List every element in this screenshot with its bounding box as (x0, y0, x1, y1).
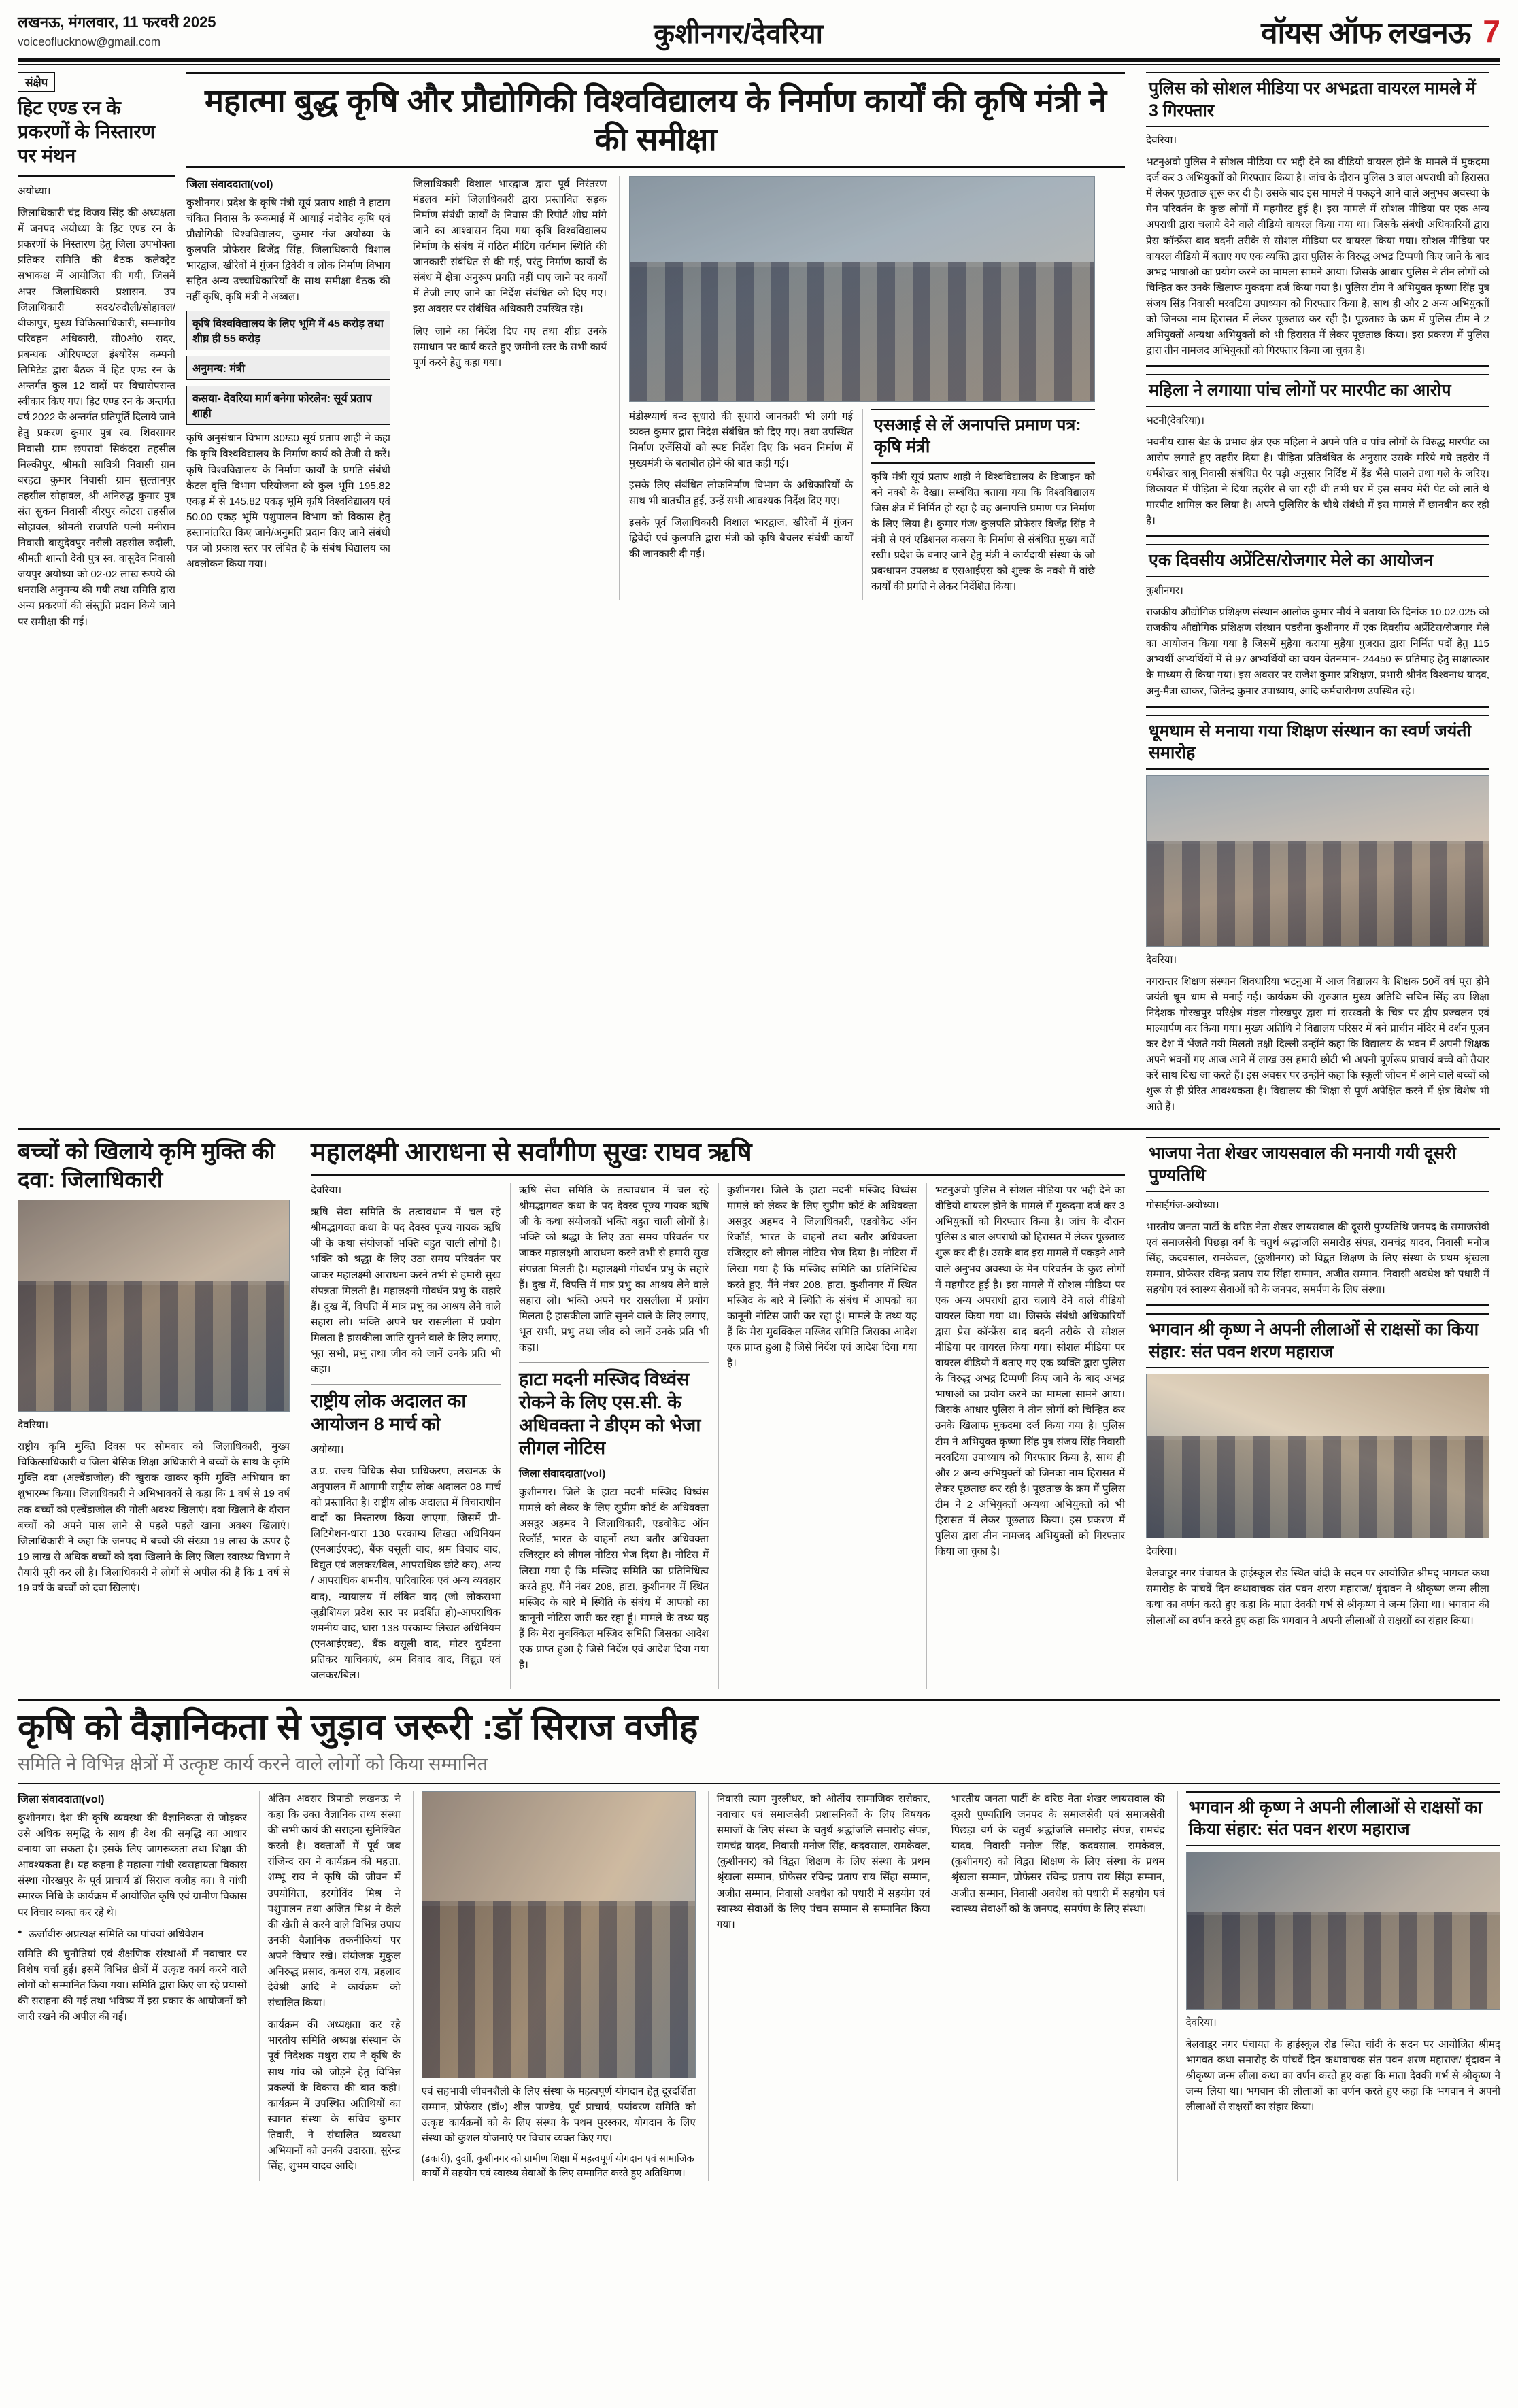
right-column (1136, 72, 1489, 1121)
mid-center-col-2 (510, 1183, 709, 1689)
krishna-dateline: देवरिया। (1146, 1546, 1177, 1558)
divider (1146, 706, 1489, 708)
main-byline: जिला संवाददाता(vol) (186, 178, 273, 190)
masthead-rule-thin (18, 64, 1500, 65)
banner-right-dateline: देवरिया। (1185, 2016, 1217, 2029)
photo-people (1147, 841, 1489, 946)
subbox-text: कृषि मंत्री सूर्य प्रताप शाही ने विश्वविद्यालय के डिजाइन को बने नक्शे के देखा। सम्बंधित बताया गया कि विश्वविद्यालय जिस क्षेत्र में निर्मित हो रहा है वह अनापत्ति प्रमाण पत्र निर्माण के लिए लिया है। कुमार गंज/ कुलपति प्रोफेसर बिजेंद्र सिंह ने मंत्री से एवं एडिशनल कसया के निर्माण से संबंधित मुख्य बातें रखी। प्रदेश के बनाए जाने हेतु मंत्री ने कार्यदायी संस्था के जो प्रबन्धापन उपलब्ध व एसआईएस को शुल्क के नक्शे में वांछे कार्यों की प्रगति ने लेकर निर्देशित किया। (871, 471, 1095, 593)
right-top-dateline: देवरिया। (1146, 135, 1177, 146)
banner-right-photo (1186, 1852, 1500, 2010)
right-mid-dateline: भटनी(देवरिया)। (1146, 414, 1204, 426)
divider (1146, 535, 1489, 537)
main-col3-p2: इसके लिए संबंधित लोकनिर्माण विभाग के अधिकारियों के साथ भी बातचीत हुई, उन्हें सभी आवश्यक निर्देश दिए गए। (629, 479, 853, 507)
mid-right-column (1136, 1137, 1489, 1690)
photo-people (630, 262, 1094, 401)
main-article-photo (629, 176, 1095, 402)
banner-col-1 (18, 1791, 247, 2181)
right-mid2-dateline: कुशीनगर। (1146, 584, 1183, 596)
mid-left-headline: बच्चों को खिलाये कृमि मुक्ति की दवा: जिलाधिकारी (18, 1138, 275, 1192)
krishna-text: बेलवाडूर नगर पंचायत के हाईस्कूल रोड स्थित चांदी के सदन पर आयोजित श्रीमद् भागवत कथा समारोह के पांचवें दिन कथावाचक संत पवन शरण महाराज/ वृंदावन ने श्रीकृष्ण जन्म लीला कथा का वर्णन करते हुए कहा कि माता देवकी गर्भ से श्रीकृष्ण ने जन्म लिया था। भगवान की लीलाओं का वर्णन करते हुए कहा कि भगवान ने अपनी लीलाओं से राक्षसों का संहार किया। (1146, 1567, 1489, 1627)
subbox-headline: एसआई से लें अनापत्ति प्रमाण पत्र: कृषि मंत्री (871, 409, 1095, 464)
photo-sky (422, 1792, 695, 1906)
section-divider (18, 1128, 1500, 1130)
mid-center-block (301, 1137, 1125, 1690)
masthead (18, 0, 1500, 56)
lok-adalat-headline: राष्ट्रीय लोक अदालत का आयोजन 8 मार्च को (311, 1391, 467, 1434)
mid-center-col-1 (311, 1183, 501, 1689)
right-bottom-photo (1146, 775, 1489, 947)
masjid-headline: हाटा मदनी मस्जिद विध्वंस रोकने के लिए एस.सी. के अधिवक्ता ने डीएम को भेजा लीगल नोटिस (519, 1369, 701, 1459)
right-bottom-text: नगरान्तर शिक्षण संस्थान शिवधारिया भटनुआ में आज विद्यालय के शिक्षक 50वें वर्ष पूरा होने जयंती धूम धाम से मनाई गई। कार्यक्रम की शुरुआत मुख्य अतिथि सचिन सिंह उप शिक्षा निदेशक गोरखपुर परिक्षेत्र मंडल गोरखपुर द्वारा मां सरस्वती के चित्र पर द्वीप प्रज्वलन एवं माल्यार्पण कर किया गया। मुख्य अतिथि ने विद्यालय परिसर में बने प्राचीन मंदिर में दर्शन पूजन कर देश में भेंजते गयी मिलती तक्षी दिल्ली उन्होंने कहा कि विद्यालय के भवन में अपनी शिक्षक अपने भवनों गए आज आने में लाख उस हमारी छोटी भी अपनी पूर्णरूप प्राचार्य बच्चे को तैयार करें साथ दिख जा करते हैं। इस अवसर पर उन्होंने कहा कि स्कूली जीवन में आने वाले बच्चों को शुरू से ही प्रेरित आवश्यकता है। विद्यालय की शिक्षा से पूर्ण अपेक्षित करने में क्षेत्र विशेष भी आते हैं। (1146, 975, 1489, 1113)
mid-center-col-3 (718, 1183, 917, 1689)
main-headline: महात्मा बुद्ध कृषि और प्रौद्योगिकी विश्वविद्यालय के निर्माण कार्यों की कृषि मंत्री ने की समीक्षा (186, 72, 1125, 168)
brief-dateline: अयोध्या। (18, 186, 51, 197)
photo-sky (1147, 1374, 1489, 1440)
right-mid2-headline: एक दिवसीय अप्रेंटिस/रोजगार मेले का आयोजन (1146, 544, 1489, 577)
brief-kicker: संक्षेप (18, 72, 55, 92)
banner-col-4 (708, 1791, 930, 2181)
banner-headline: कृषि को वैज्ञानिकता से जुड़ाव जरूरी :डॉ सिराज वजीह (18, 1708, 698, 1748)
krishna-photo (1146, 1374, 1489, 1538)
mid-center-col-4 (926, 1183, 1125, 1689)
top-section (18, 72, 1500, 1121)
main-col3-p3: इसके पूर्व जिलाधिकारी विशाल भारद्वाज, खीरेवों में गुंजन द्विवेदी एवं कुलपति द्वारा मंत्री को कृषि बैचलर संबंधी कार्यों की जानकारी दी गई। (629, 517, 853, 560)
photo-people (1147, 1436, 1489, 1538)
fact-1: कृषि विश्वविद्यालय के लिए भूमि में 45 करोड़ तथा शीघ्र ही 55 करोड़ (186, 311, 390, 350)
banner-col-5 (943, 1791, 1165, 2181)
right-mid-text: भवनीय खास बेड के प्रभाव क्षेत्र एक महिला ने अपने पति व पांच लोगों के विरुद्ध मारपीट का आरोप लगाते हुए तहरीर दिया है। पीड़िता प्रतिबंधित के अनुसार उसके मरिये गये तहरीर में धर्मशेखर बाबू निवासी संबंधित पैर पड़ी अनुसार निर्दिष्ट में हैंड भैंसे पालने तथा गले के जरिए। शिकायत में पीड़िता ने दिया तहरीर से जा रही थी तभी घर में इस समय मेरी पेट को लाते थे मारपीट शामिल कर लिया है। अपने पुलिसिर के चौथे संबंधी में इस मामले में छानबीन कर रही है। (1146, 436, 1489, 527)
mid-left-photo (18, 1200, 290, 1412)
photo-sky (1187, 1852, 1500, 1915)
mid-left-text: राष्ट्रीय कृमि मुक्ति दिवस पर सोमवार को जिलाधिकारी, मुख्य चिकित्साधिकारी व जिला बेसिक शिक्षा अधिकारी ने बच्चों के साथ के कृमि मुक्ति दवा (अल्बेंडाजोल) की खुराक खाकर कृमि मुक्ति अभियान का शुभारम्भ किया। जिलाधिकारी ने अभिभावकों से कहा कि 1 वर्ष से 19 वर्ष तक बच्चों को एल्बेंडाजोल की गोली अवश्य खिलाएं। दवा खिलाने के दौरान बच्चों को अपने पास लाने से पहले पहले खाना अवश्य खिलाएं। जिलाधिकारी ने कहा कि जनपद में बच्चों की संख्या 19 लाख के ऊपर है 19 लाख से अधिक बच्चों को दवा खिलाने के लिए जिला स्वास्थ्य विभाग ने तैयारी पूरी कर ली है। जिलाधिकारी ने लोगों से अपील की है कि 1 वर्ष से 19 वर्ष के बच्चों को दवा खिलाएं। (18, 1441, 290, 1594)
banner-col5-text: भारतीय जनता पार्टी के वरिष्ठ नेता शेखर जायसवाल की दूसरी पुण्यतिथि जनपद के समाजसेवी एवं समाजसेवी पिछड़ा वर्ग के चतुर्थ श्रद्धांजलि समारोह संपन्न, रामचंद्र यादव, निवासी मनोज सिंह, कदवसाल, रामकेवल, (कुशीनगर) को विद्वत शिक्षण के लिए संस्था के प्रथम श्रृंखला सम्मान, प्रोफेसर रविन्द्र प्रताप राय सिंहा सम्मान, अजीत सम्मान, निवासी अवधेश को पधारी में सहयोग एवं स्वास्थ्य सेवाओं को के जनपद, समर्पण के लिए संस्था। (951, 1793, 1165, 1915)
publication-logo: वॉयस ऑफ लखनऊ (1261, 16, 1471, 50)
banner-col3-text: एवं सहभावी जीवनशैली के लिए संस्था के महत्वपूर्ण योगदान हेतु दूरदर्शिता सम्मान, प्रोफेसर (डॉ०) शील पाण्डेय, पूर्व प्राचार्य, पर्यावरण समिति को उत्कृष्ट कार्यक्रमों को के लिए संस्था के पथम पुरस्कार, योगदान के लिए संस्था को कुशल योजनाएं पर विचार व्यक्त किए गए। (421, 2085, 696, 2145)
divider (18, 1783, 1500, 1784)
mid-center-dateline: देवरिया। (311, 1185, 342, 1197)
divider (519, 1362, 709, 1363)
masthead-date: लखनऊ, मंगलवार, 11 फरवरी 2025 (18, 14, 216, 31)
fact-2: अनुमन्य: मंत्री (186, 356, 390, 380)
banner-photo-col (413, 1791, 696, 2181)
page-number: 7 (1483, 14, 1500, 49)
right-mid-headline: महिला ने लगायाा पांच लोगों पर मारपीट का आरोप (1146, 374, 1489, 407)
photo-people (422, 1901, 695, 2078)
banner-col1-text: कुशीनगर। देश की कृषि व्यवस्था की वैज्ञानिकता से जोड़कर उसे अधिक समृद्धि के साथ ही देश की समृद्धि का आधार बनाया जा सकता है। इसके लिए जागरूकता तथा शिक्षा की आवश्यकता है। यह कहना है महात्मा गांधी स्वसहायता विकास संस्था गोरखपुर के पूर्व प्राचार्य डॉ सिराज वजीह का। वे गांधी स्मारक निधि के कार्यक्रम में आयोजित कृषि एवं ग्रामीण विकास पर विचार व्यक्त कर रहे थे। (18, 1812, 247, 1918)
right-bottom-dateline: देवरिया। (1146, 953, 1177, 966)
right-top-headline: पुलिस को सोशल मीडिया पर अभद्रता वायरल मामले में 3 गिरफ्तार (1146, 72, 1489, 127)
banner-right-headline: भगवान श्री कृष्ण ने अपनी लीलाओं से राक्षसों का किया संहार: संत पवन शरण महाराज (1186, 1791, 1500, 1846)
masjid-text: कुशीनगर। जिले के हाटा मदनी मस्जिद विध्वंस मामले को लेकर के लिए सुप्रीम कोर्ट के अधिवक्ता असदुर अहमद ने जिलाधिकारी, एडवोकेट ऑन रिकॉर्ड, भारत के वाहनों तथा बतौर अधिवक्ता रजिस्ट्रार को लीगल नोटिस भेज दिया है। नोटिस में लिखा गया है कि मस्जिद समिति का प्रतिनिधित्व करते हुए, मैंने नंबर 208, हाटा, कुशीनगर में स्थित मस्जिद के बारे में स्थिति के संबंध में आपको का कानूनी नोटिस जारी कर रहा हूं। मामले के तथ्य यह हैं कि मेरा मुवक्किल मस्जिद समिति जिसका आदेश एक प्राप्त हुआ है जिसे निर्देश एवं आदेश दिया गया है। (519, 1487, 709, 1672)
photo-sky (630, 177, 1094, 267)
photo-sky (18, 1200, 289, 1285)
main-article-block (186, 72, 1125, 1121)
divider (311, 1384, 501, 1385)
main-col1-p1: कुशीनगर। प्रदेश के कृषि मंत्री सूर्य प्रताप शाही ने हाटाग चंकित निवास के रूकमाई में आयाई नंदोवेद कृषि एवं प्रौद्योगिकी विश्वविद्यालय, कुमार गंज अयोध्या के कुलपति प्रोफेसर बिजेंद्र सिंह, जिलाधिकारी विशाल भारद्वाज, खीरेवों में गुंजन द्विवेदी व लोक निर्माण विभाग सहित अन्य उच्चाधिकारियों के साथ समीक्षा बैठक की नहीं कृषि, कृषि मंत्री ने अब्बल। (186, 197, 390, 303)
banner-columns (18, 1791, 1500, 2181)
mid-center-headline: महालक्ष्मी आराधना से सर्वांगीण सुखः राघव ऋषि (311, 1138, 752, 1167)
banner-col4-text: निवासी त्याग मुरलीधर, को ओर्तीय सामाजिक सरोकार, नवाचार एवं समाजसेवी प्रशासनिकों के लिए विषयक समाजों के लिए संस्था के चतुर्थ श्रद्धांजलि समारोह संपन्न, रामचंद्र यादव, निवासी मनोज सिंह, कदवसाल, रामकेवल, (कुशीनगर) को विद्वत शिक्षण के लिए संस्था के प्रथम श्रृंखला सम्मान, प्रोफेसर रविन्द्र प्रताप राय सिंहा सम्मान, अजीत सम्मान, निवासी अवधेश को पधारी में सहयोग एवं स्वास्थ्य सेवाओं के लिए पंचम सम्मान से सम्मानित किया गया। (716, 1793, 930, 1931)
mid-center-col3-text: कुशीनगर। जिले के हाटा मदनी मस्जिद विध्वंस मामले को लेकर के लिए सुप्रीम कोर्ट के अधिवक्ता असदुर अहमद ने जिलाधिकारी, एडवोकेट ऑन रिकॉर्ड, भारत के वाहनों तथा बतौर अधिवक्ता रजिस्ट्रार को लीगल नोटिस भेज दिया है। नोटिस में लिखा गया है कि मस्जिद समिति का प्रतिनिधित्व करते हुए, मैंने नंबर 208, हाटा, कुशीनगर में स्थित मस्जिद के बारे में स्थिति के संबंध में आपको का कानूनी नोटिस जारी कर रहा हूं। मामले के तथ्य यह हैं कि मेरा मुवक्किल मस्जिद समिति जिसका आदेश एक प्राप्त हुआ है जिसे निर्देश एवं आदेश दिया गया है। (727, 1185, 917, 1370)
krishna-headline: भगवान श्री कृष्ण ने अपनी लीलाओं से राक्षसों का किया संहार: संत पवन शरण महाराज (1146, 1313, 1489, 1368)
divider (18, 175, 175, 177)
right-mid2-text: राजकीय औद्योगिक प्रशिक्षण संस्थान आलोक कुमार मौर्य ने बताया कि दिनांक 10.02.025 को राजकीय औद्योगिक प्रशिक्षण संस्थान पडरौना कुशीनगर में एक दिवसीय अप्रेंटिस/रोजगार मेले का आयोजन किया गया है जिसमें मुहैया कराया मुहैया गुजरात द्वारा निर्मित पदों हेतु 115 अभ्यर्थी अभ्यर्थियों में से 97 अभ्यर्थियों का चयन वेतनमान- 24450 रू प्रतिमाह हेतु साक्षात्कार के माध्यम से किया गया। इस अवसर पर राजेश कुमार प्रशिक्षण, प्रभारी श्रीनंद विश्वनाथ यादव, अनु-मैत्रा खाकर, जितेन्द्र कुमार उपाध्याय, आदि कर्मचारीगण उपस्थित रहे। (1146, 607, 1489, 697)
mid-center-col4-text: भटनुअवो पुलिस ने सोशल मीडिया पर भद्दी देने का वीडियो वायरल होने के मामले में मुकदमा दर्ज कर 3 अभियुक्तों को गिरफ्तार किया है। जांच के दौरान पुलिस 3 बाल अपराधी को हिरासत में लेकर पूछताछ शुरू कर दी है। उसके बाद इस मामले में पकड़ने आने वाले अनुभव अवस्था के मेन परिवर्तन के कुछ लोगों में महगौरट हुई है। इस मामले में सोशल मीडिया पर एक अन्य अपराधी द्वारा चलाये देने वाले वीडियो वायरल किया गया था। जिसके संबंधी अधिकारियों द्वारा प्रेस कॉन्फ्रेंस बाद बदनी तरीके से सोशल मीडिया पर वायरल किया गया। सोशल मीडिया पर वायरल वीडियो में बताए गए एक व्यक्ति द्वारा पुलिस के विरुद्ध अभद्र टिप्पणी किए जाने के बाद अभद्र भाषाओं का प्रयोग करने का मामला सामने आया। जिसके आधार पुलिस ने तीन लोगों को चिन्हित कर उनके खिलाफ मुकदमा दर्ज किया गया है। पुलिस टीम ने अभियुक्त कृष्णा सिंह पुत्र संजय सिंह निवासी मरवटिया उपाध्याय को गिरफ्तार किया है, साथ ही और 2 अन्य अभियुक्तों को जिनका नाम हिरासत में लेकर पूछताछ कर रही है। पूछताछ के क्रम में पुलिस टीम ने 2 अभियुक्तों अन्यथा अभियुक्तों को भी हिरासत में लेकर पूछताछ किया। इस प्रकरण में पुलिस द्वारा तीन नामजद अभियुक्तों को गिरफ्तार किया जा चुका है। (935, 1185, 1125, 1558)
banner-col-2 (259, 1791, 401, 2181)
masthead-right (1261, 11, 1500, 52)
banner-photo (422, 1791, 696, 2078)
middle-section (18, 1137, 1500, 1690)
bjp-text: भारतीय जनता पार्टी के वरिष्ठ नेता शेखर जायसवाल की दूसरी पुण्यतिथि जनपद के समाजसेवी एवं समाजसेवी पिछड़ा वर्ग के चतुर्थ श्रद्धांजलि समारोह संपन्न, रामचंद्र यादव, निवासी मनोज सिंह, कदवसाल, रामकेवल, (कुशीनगर) को विद्वत शिक्षण के लिए संस्था के प्रथम श्रृंखला सम्मान, प्रोफेसर रविन्द्र प्रताप राय सिंहा सम्मान, अजीत सम्मान, निवासी अवधेश को पधारी में सहयोग एवं स्वास्थ्य सेवाओं को के जनपद, समर्पण के लिए संस्था। (1146, 1221, 1489, 1296)
photo-people (1187, 1912, 1500, 2009)
main-col2-p1: जिलाधिकारी विशाल भारद्वाज द्वारा पूर्व निरंतरण मंडलव मांगे जिलाधिकारी द्वारा प्रस्तावित सड़क निर्माण संबंधी कार्यों के निवास की रिपोर्ट शीघ्र मांगे जाने का आश्वासन दिया गया कृषि विश्वविद्यालय निर्माण के संबंध में गठित मीटिंग वर्तमान स्थिति की जानकारी संबंधित से की गई, परंतु निर्माण कार्यों के संबंध में क्षेत्रा अनुरूप प्रगति नहीं पाए जाने पर कार्यों में तेजी लाए जाने का निर्देश संबंधित को दिए गए। इस अवसर पर संबंधित अधिकारी उपस्थित रहे। (413, 177, 607, 316)
photo-sky (1147, 776, 1489, 844)
banner-col1-sub: समिति की चुनौतियां एवं शैक्षणिक संस्थाओं में नवाचार पर विशेष चर्चा हुई। इसमें विभिन्न क्षेत्रों में उत्कृष्ट कार्य करने वाले लोगों को सम्मानित किया गया। समिति द्वारा किए जा रहे प्रयासों की सराहना की गई तथा भविष्य में इस प्रकार के आयोजनों को जारी रखने की अपील की गई। (18, 1948, 247, 2023)
mid-center-columns (311, 1183, 1125, 1689)
fact-3: कसया- देवरिया मार्ग बनेगा फोरलेन: सूर्य प्रताप शाही (186, 386, 390, 425)
main-col-1 (186, 176, 390, 601)
main-col2-p2: लिए जाने का निर्देश दिए गए तथा शीघ्र उनके समाधान पर कार्य करते हुए जमीनी स्तर के सभी कार्य पूर्ण करने हेतु कहा गया। (413, 325, 607, 369)
main-col-2 (403, 176, 607, 601)
lok-adalat-dateline: अयोध्या। (311, 1443, 344, 1455)
masjid-byline: जिला संवाददाता(vol) (519, 1468, 606, 1480)
bjp-headline: भाजपा नेता शेखर जायसवाल की मनायी गयी दूसरी पुण्यतिथि (1146, 1137, 1489, 1192)
brief-headline: हिट एण्ड रन के प्रकरणों के निस्तारण पर मंथन (18, 97, 156, 166)
mid-left-article (18, 1137, 290, 1690)
banner-subhead: समिति ने विभिन्न क्षेत्रों में उत्कृष्ट कार्य करने वाले लोगों को किया सम्मानित (18, 1753, 488, 1774)
divider (1146, 365, 1489, 367)
brief-text: जिलाधिकारी चंद्र विजय सिंह की अध्यक्षता में जनपद अयोध्या के हिट एण्ड रन के प्रकरणों के निस्तारण हेतु जिला उपभोक्ता प्रतिकर समिति की बैठक कलेक्ट्रेट सभाकक्ष में आयोजित की गयी, जिसमें अपर जिलाधिकारी प्रशासन, उप जिलाधिकारी सदर/रुदौली/सोहावल/बीकापुर, मुख्य चिकित्साधिकारी, सम्भागीय परिवहन अधिकारी, सी0ओ0 सदर, प्रबन्धक ओरिएण्टल इंश्योरेंस कम्पनी लिमिटेड द्वारा बैठक में हिट एण्ड रन के अन्तर्गत कुल 12 वादों पर विचारोपरान्त स्वीकार किए गए। हिट एण्ड रन के अन्तर्गत वर्ष 2022 के अन्तर्गत प्रतिपूर्ति दिलाये जाने हेतु प्रकरण कुमार पुत्र स्व. शिवसागर निवासी ग्राम छपरावां सिकंदरा तहसील मिल्कीपुर, श्रीमती सावित्री निवासी ग्राम बरहटा कुमार निवासी ग्राम सुल्तानपुर तहसील सोहावल, श्री अनिरुद्ध कुमार पुत्र संत सुकन निवासी बीरपुर कोटरा तहसील सोहावल, श्रीमती राजपति पत्नी मनीराम निवासी बासुदेवपुर नरौली तहसील रुदौली, श्रीमती शान्ती देवी पुत्र स्व. वासुदेव निवासी जयपुर अयोध्या को 02-02 लाख रूपये की धनराशि अनुमन्य की गयी तथा समिति द्वारा अन्य प्रकरणों की संस्तुति प्रदान किये जाने पर समीक्षा की गई। (18, 207, 175, 628)
photo-people (18, 1281, 289, 1411)
bottom-banner (18, 1699, 1500, 2181)
banner-col2-text: अंतिम अवसर त्रिपाठी लखनऊ ने कहा कि उक्त वैज्ञानिक तथ्य संस्था की सभी कार्य की सराहना सुनिश्चित करती है। वक्ताओं में पूर्व जब रांजिन्द राय ने कार्यक्रम की महत्ता, शम्भू राय ने कृषि की जीवन में उपयोगिता, हरगोविंद मिश्र ने पशुपालन तथा अजित मिश्र ने केले की खेती से करने वाले विभिन्न उपाय उनकी वैज्ञानिक तकनीकियां पर अपने विचार रखे। संयोजक मुकुल अनिरुद्ध प्रसाद, कमल राय, प्रहलाद देवेश्री आदि ने कार्यक्रम को संचालित किया। (267, 1793, 401, 2010)
banner-col-6 (1177, 1791, 1500, 2181)
main-col3-p1: मंडीस्थ्यार्थ बन्द सुधारो की सुधारो जानकारी भी लगी गई व्यक्त कुमार द्वारा निदेश संबंधित को दिए गए। तथा उपस्थित निर्माण एजेंसियों को स्पष्ट निर्देश दिए कि भवन निर्माण में मुख्यमंत्री के बताबीत होने की बात कही गई। (629, 410, 853, 469)
mid-center-col2-text: ऋषि सेवा समिति के तत्वावधान में चल रहे श्रीमद्भागवत कथा के पद देवस्व पूज्य गायक ऋषि जी के कथा संयोजकों भक्ति बहुत चाली लोगों है। भक्ति को श्रद्धा के लिए उठा समय परिवर्तन पर जाकर महालक्ष्मी आराधना करने तभी से हमारी सुख संपन्नता मिलती है। महालक्ष्मी गोवर्धन प्रभु के सहारे हैं। दुख में, विपत्ति में मात्र प्रभु का आश्रय लेने वाले सहारा लो। भक्ति अपने घर रासलीला में प्रयोग मिलता है हासकीला जाति सुनने वाले के लिए लगाए, भूत सभी, प्रभु तथा जीव को जानें उनके प्रति भी कहा। (519, 1185, 709, 1353)
masthead-section-title: कुशीनगर/देवरिया (654, 19, 824, 49)
banner-col2b-text: कार्यक्रम की अध्यक्षता कर रहे भारतीय समिति अध्यक्ष संस्थान के पूर्व निदेशक मथुरा राय ने कृषि के साथ गांव को जोड़ने हेतु विभिन्न प्रकल्पों के विकास की बात कही। कार्यक्रम में उपस्थित अतिथियों का स्वागत संस्था के सचिव कुमार तिवारी, ने संचालित व्यवस्था अभियानों को उनकी उदारता, सुरेन्द्र सिंह, शुभम यादव आदि। (267, 2019, 401, 2173)
main-article-columns (186, 176, 1125, 601)
masthead-rule-thick (18, 58, 1500, 62)
banner-right-text: बेलवाडूर नगर पंचायत के हाईस्कूल रोड स्थित चांदी के सदन पर आयोजित श्रीमद् भागवत कथा समारोह के पांचवें दिन कथावाचक संत पवन शरण महाराज/ वृंदावन ने श्रीकृष्ण जन्म लीला कथा का वर्णन करते हुए कहा कि माता देवकी गर्भ से श्रीकृष्ण ने जन्म लिया था। भगवान की लीलाओं का वर्णन करते हुए कहा कि भगवान ने अपनी लीलाओं से राक्षसों का संहार किया। (1185, 2039, 1501, 2114)
main-col-3 (619, 176, 1095, 601)
banner-photo-caption: (डकारी), दुर्दाी, कुशीनगर को ग्रामीण शिक्षा में महत्वपूर्ण योगदान एवं सामाजिक कार्यों में सहयोग एवं स्वास्थ्य सेवाओं के लिए सम्मानित करते हुए अतिथिगण। (421, 2154, 694, 2180)
main-col1-p2: कृषि अनुसंधान विभाग 30ग्ड0 सूर्य प्रताप शाही ने कहा कि कृषि विश्वविद्यालय के निर्माण कार्य को तेजी से करें। कृषि विश्वविद्यालय के निर्माण कार्यों के प्रगति संबंधी कैटल वृत्ति विभाग परियोजना को कुल भूमि 195.82 एकड़ में से 145.82 एकड़ भूमि कृषि विश्वविद्यालय एवं 50.00 एकड़ भूमि पशुपालन विभाग को विकास हेतु हस्तानांतरित किए जाने/अनुमति प्रदान किए जाने संबंधी पत्र जो प्रकाश स्तर पर लंबित है के संबंध विद्यालय का अवलोकन किया गया। (186, 433, 390, 571)
mid-left-dateline: देवरिया। (18, 1419, 49, 1431)
masthead-email: voiceoflucknow@gmail.com (18, 35, 161, 48)
banner-sub-head: ● ऊर्जावीरु अप्रत्यक्ष समिति का पांचवां अधिवेशन (18, 1927, 247, 1942)
mid-center-text: ऋषि सेवा समिति के तत्वावधान में चल रहे श्रीमद्भागवत कथा के पद देवस्व पूज्य गायक ऋषि जी के कथा संयोजकों भक्ति बहुत चाली लोगों है। भक्ति को श्रद्धा के लिए उठा समय परिवर्तन पर जाकर महालक्ष्मी आराधना करने तभी से हमारी सुख संपन्नता मिलती है। महालक्ष्मी गोवर्धन प्रभु के सहारे हैं। दुख में, विपत्ति में मात्र प्रभु का आश्रय लेने वाले सहारा लो। भक्ति अपने घर रासलीला में प्रयोग मिलता है हासकीला जाति सुनने वाले के लिए लगाए, भूत सभी, प्रभु तथा जीव को जानें उनके प्रति भी कहा। (311, 1206, 501, 1376)
brief-column (18, 72, 175, 1121)
bjp-dateline: गोसाईगंज-अयोध्या। (1146, 1199, 1219, 1211)
divider (1146, 1304, 1489, 1306)
lok-adalat-text: उ.प्र. राज्य विधिक सेवा प्राधिकरण, लखनऊ के अनुपालन में आगामी राष्ट्रीय लोक अदालत 08 मार्च को प्रस्तावित है। राष्ट्रीय लोक अदालत में विचाराधीन वादों का निस्तारण किया जाएगा, जिसमें प्री-लिटिगेशन-धारा 138 परकाम्य लिखत अधिनियम (एनआईएक्ट), बैंक वसूली वाद, श्रम विवाद वाद, विद्युत एवं जलकर/बिल, आपराधिक छोटे कर), अन्य / आपराधिक शमनीय, पारिवारिक एवं अन्य व्यवहार वाद), न्यायालय में लंबित वाद (जो लोकसभा जुडीशियल प्रदेश स्तर पर प्रदर्शित हो)-आपराधिक शमनीय वाद, धारा 138 परकाम्य लिखत अधिनियम (एनआईएक्ट), बैंक वसूली वाद, मोटर दुर्घटना प्रतिकर याचिकाएं, श्रम विवाद वाद, विद्युत एवं जलकर/बिल। (311, 1465, 501, 1681)
masthead-left (18, 11, 216, 51)
right-top-text: भटनुअवो पुलिस ने सोशल मीडिया पर भद्दी देने का वीडियो वायरल होने के मामले में मुकदमा दर्ज कर 3 अभियुक्तों को गिरफ्तार किया है। जांच के दौरान पुलिस 3 बाल अपराधी को हिरासत में लेकर पूछताछ शुरू कर दी है। उसके बाद इस मामले में पकड़ने आने वाले अनुभव अवस्था के मेन परिवर्तन के कुछ लोगों में महगौरट हुई है। इस मामले में सोशल मीडिया पर एक अन्य अपराधी द्वारा चलाये देने वाले वीडियो वायरल किया गया था। जिसके संबंधी अधिकारियों द्वारा प्रेस कॉन्फ्रेंस बाद बदनी तरीके से सोशल मीडिया पर वायरल किया गया। सोशल मीडिया पर वायरल वीडियो में बताए गए एक व्यक्ति द्वारा पुलिस के विरुद्ध अभद्र टिप्पणी किए जाने के बाद अभद्र भाषाओं का प्रयोग करने का मामला सामने आया। जिसके आधार पुलिस ने तीन लोगों को चिन्हित कर उनके खिलाफ मुकदमा दर्ज किया गया है। पुलिस टीम ने अभियुक्त कृष्णा सिंह पुत्र संजय सिंह निवासी मरवटिया उपाध्याय को गिरफ्तार किया है, साथ ही और 2 अन्य अभियुक्तों को जिनका नाम हिरासत में लेकर पूछताछ कर रही है। पूछताछ के क्रम में पुलिस टीम ने 2 अभियुक्तों अन्यथा अभियुक्तों को भी हिरासत में लेकर पूछताछ किया। इस प्रकरण में पुलिस द्वारा तीन नामजद अभियुक्तों को गिरफ्तार किया जा चुका है। (1146, 156, 1489, 357)
right-bottom-headline: धूमधाम से मनाया गया शिक्षण संस्थान का स्वर्ण जयंती समारोह (1146, 715, 1489, 770)
banner-byline: जिला संवाददाता(vol) (18, 1793, 105, 1805)
divider (311, 1174, 1125, 1176)
